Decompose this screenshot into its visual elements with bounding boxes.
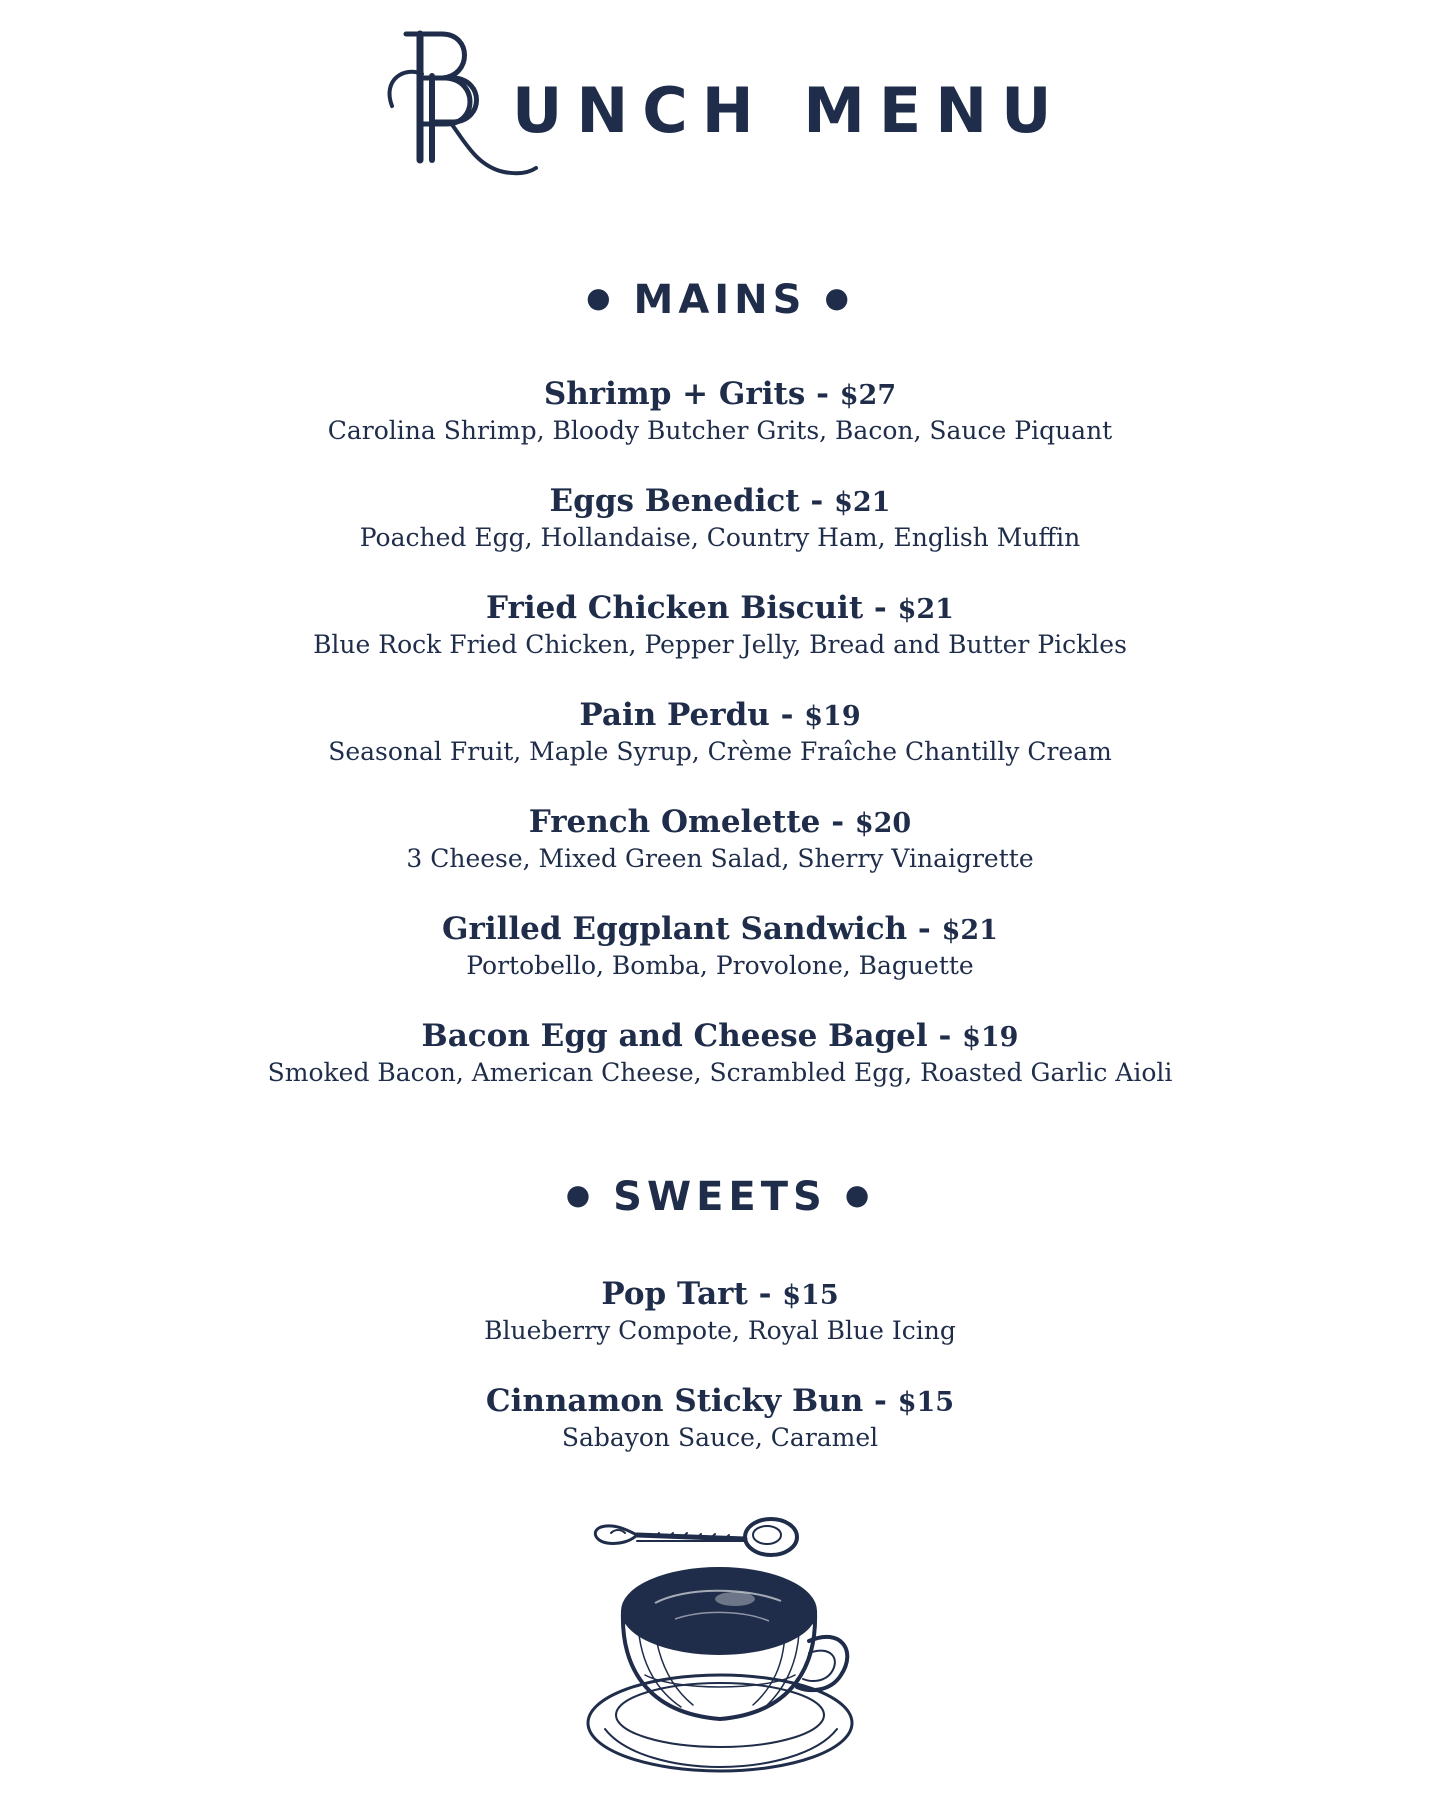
menu-item-description: Seasonal Fruit, Maple Syrup, Crème Fraîche Chantilly Cream — [328, 737, 1112, 766]
menu-item — [0, 376, 1440, 448]
menu-item-heading: Bacon Egg and Cheese Bagel - $19 — [421, 1018, 1019, 1054]
menu-item-heading: Pop Tart - $15 — [601, 1276, 839, 1312]
menu-item-description: Poached Egg, Hollandaise, Country Ham, English Muffin — [359, 523, 1081, 552]
section-title-mains — [0, 277, 1440, 323]
section-title-text: MAINS — [633, 277, 807, 323]
menu-item-name: Grilled Eggplant Sandwich — [442, 911, 908, 947]
section-title-sweets — [0, 1174, 1440, 1220]
menu-item-price: $27 — [839, 380, 897, 411]
menu-item-price: $19 — [804, 701, 861, 732]
menu-item-name: Pop Tart — [601, 1276, 748, 1312]
menu-item-description: Sabayon Sauce, Caramel — [561, 1423, 879, 1452]
menu-item — [0, 590, 1440, 662]
menu-item-heading: Eggs Benedict - $21 — [549, 483, 891, 519]
menu-item-name: Pain Perdu — [579, 697, 770, 733]
menu-item-name: Eggs Benedict — [549, 483, 800, 519]
menu-item-description: Blueberry Compote, Royal Blue Icing — [484, 1316, 956, 1345]
menu-title: UNCH MENU — [512, 74, 1066, 147]
menu-item-name: Bacon Egg and Cheese Bagel — [421, 1018, 928, 1054]
menu-item-heading: Grilled Eggplant Sandwich - $21 — [442, 911, 998, 947]
menu-item-heading: Fried Chicken Biscuit - $21 — [486, 590, 954, 626]
menu-item-price: $19 — [962, 1022, 1019, 1053]
menu-item-description: 3 Cheese, Mixed Green Salad, Sherry Vinaigrette — [406, 844, 1034, 873]
menu-header — [380, 20, 1066, 190]
section-title-text: SWEETS — [613, 1174, 827, 1220]
menu-item-heading: Shrimp + Grits - $27 — [543, 376, 897, 412]
logo-letters: BR — [380, 20, 382, 21]
menu-item-description: Blue Rock Fried Chicken, Pepper Jelly, Bread and Butter Pickles — [313, 630, 1127, 659]
menu-item — [0, 1383, 1440, 1455]
menu-item-price: $20 — [854, 808, 912, 839]
menu-item-heading: French Omelette - $20 — [528, 804, 912, 840]
menu-item — [0, 804, 1440, 876]
menu-item — [0, 1276, 1440, 1348]
menu-item-name: Fried Chicken Biscuit — [486, 590, 864, 626]
menu-item-price: $15 — [782, 1280, 839, 1311]
bullet-dot-icon: ● — [586, 281, 616, 314]
menu-item-price: $21 — [834, 487, 891, 518]
menu-item-description: Smoked Bacon, American Cheese, Scrambled Egg, Roasted Garlic Aioli — [267, 1058, 1173, 1087]
menu-item — [0, 697, 1440, 769]
menu-item-price: $21 — [941, 915, 998, 946]
bullet-dot-icon: ● — [844, 1178, 875, 1211]
menu-item — [0, 911, 1440, 983]
menu-item-name: French Omelette — [528, 804, 821, 840]
menu-item-description: Portobello, Bomba, Provolone, Baguette — [466, 951, 974, 980]
menu-item-name: Cinnamon Sticky Bun — [485, 1383, 864, 1419]
menu-item-name: Shrimp + Grits — [543, 376, 806, 412]
bullet-dot-icon: ● — [565, 1178, 596, 1211]
menu-item-price: $21 — [897, 594, 954, 625]
menu-item-heading: Cinnamon Sticky Bun - $15 — [485, 1383, 955, 1419]
menu-item-heading: Pain Perdu - $19 — [579, 697, 861, 733]
menu-item — [0, 1018, 1440, 1090]
menu-item — [0, 483, 1440, 555]
menu-item-description: Carolina Shrimp, Bloody Butcher Grits, Bacon, Sauce Piquant — [327, 416, 1113, 445]
coffee-cup-with-spoon-icon — [585, 1515, 875, 1785]
menu-item-price: $15 — [897, 1387, 955, 1418]
bullet-dot-icon: ● — [824, 281, 854, 314]
